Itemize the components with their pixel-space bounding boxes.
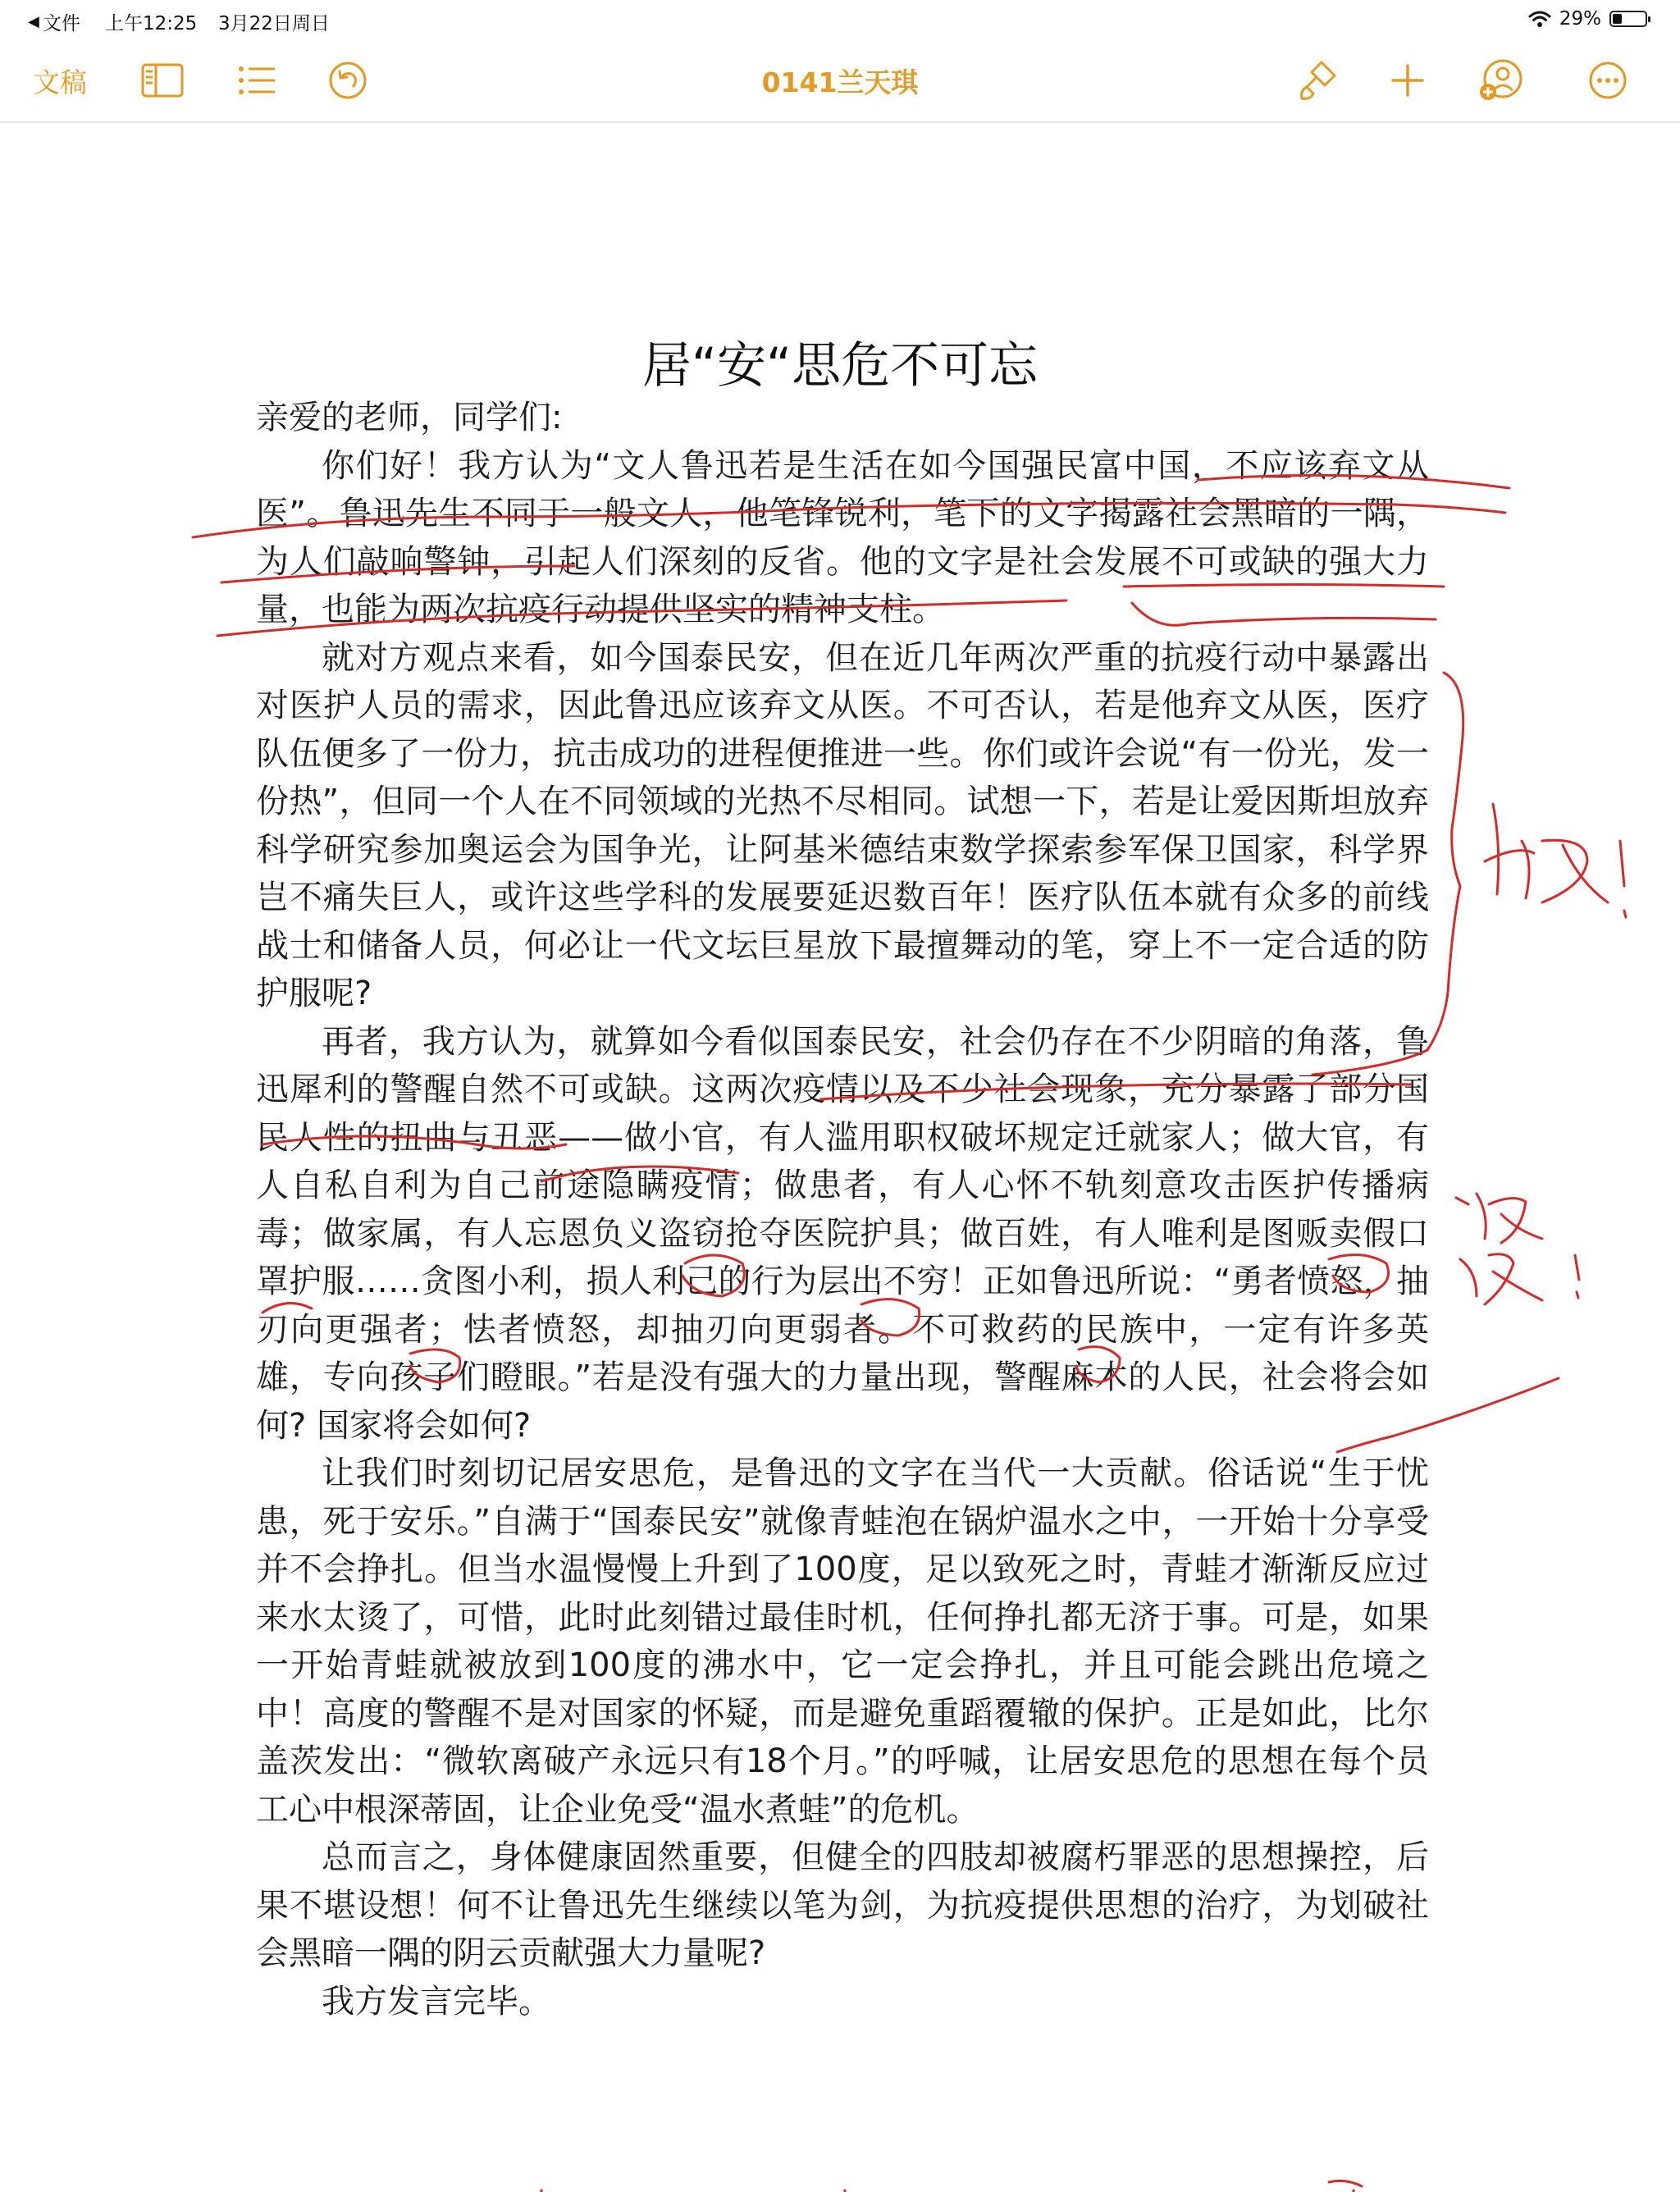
collaborate-icon bbox=[1478, 59, 1524, 102]
format-brush-icon bbox=[1297, 59, 1338, 102]
status-bar bbox=[0, 0, 1680, 39]
more-icon bbox=[1588, 61, 1628, 100]
undo-icon bbox=[328, 61, 368, 100]
add-icon bbox=[1391, 64, 1424, 97]
greeting-line[interactable]: 亲爱的老师，同学们: bbox=[256, 399, 563, 436]
collaborate-button[interactable] bbox=[1477, 57, 1526, 103]
document-title[interactable]: 0141兰天琪 bbox=[761, 66, 919, 98]
essay-body[interactable] bbox=[256, 394, 1429, 2025]
sidebar-icon bbox=[141, 62, 184, 98]
status-date: 3月22日周日 bbox=[218, 13, 330, 34]
essay-title[interactable]: 居“安“思危不可忘 bbox=[641, 337, 1039, 395]
paragraph[interactable]: 总而言之，身体健康固然重要，但健全的四肢却被腐朽罪恶的思想操控，后果不堪设想！何不让鲁迅先生继续以笔为剑，为抗疫提供思想的治疗，为划破社会黑暗一隅的阴云贡献强大力量呢? bbox=[256, 1838, 1429, 1972]
document-canvas[interactable] bbox=[0, 123, 1680, 2192]
paragraph[interactable]: 再者，我方认为，就算如今看似国泰民安，社会仍存在不少阴暗的角落，鲁迅犀利的警醒自然不可或缺。这两次疫情以及不少社会现象，充分暴露了部分国民人性的扭曲与丑恶——做小官，有人滥用职权破坏规定迁就家人；做大官，有人自私自利为自己前途隐瞒疫情；做患者，有人心怀不轨刻意攻击医护传播病毒；做家属，有人忘恩负义盗窃抢夺医院护具；做百姓，有人唯利是图贩卖假口罩护服……贪图小利，损人利己的行为层出不穷！正如鲁迅所说：“勇者愤怒，抽刃向更强者；怯者愤怒，却抽刃向更弱者。不可救药的民族中，一定有许多英雄，专向孩子们瞪眼。”若是没有强大的力量出现，警醒麻木的人民，社会将会如何? 国家将会如何? bbox=[256, 1022, 1429, 1445]
ink-score bbox=[1329, 2181, 1436, 2192]
status-right bbox=[1528, 8, 1647, 30]
status-time: 上午12:25 bbox=[105, 13, 198, 34]
back-to-files[interactable] bbox=[28, 8, 80, 35]
undo-button[interactable] bbox=[325, 57, 371, 103]
ink-remark-good bbox=[1485, 804, 1626, 917]
documents-button[interactable]: 文稿 bbox=[33, 66, 87, 98]
back-arrow-icon: ◀ bbox=[28, 13, 39, 30]
format-button[interactable] bbox=[1294, 57, 1340, 103]
toolbar bbox=[0, 39, 1680, 123]
paragraph[interactable]: 我方发言完毕。 bbox=[322, 1982, 551, 2021]
paragraph[interactable]: 你们好！我方认为“文人鲁迅若是生活在如今国强民富中国，不应该弃文从医”。鲁迅先生不同于一般文人，他笔锋锐利，笔下的文字揭露社会黑暗的一隅，为人们敲响警钟，引起人们深刻的反省。他的文字是社会发展不可或缺的强大力量，也能为两次抗疫行动提供坚实的精神支柱。 bbox=[256, 446, 1429, 628]
outline-list-icon bbox=[237, 64, 276, 97]
sidebar-button[interactable] bbox=[139, 57, 185, 103]
wifi-icon bbox=[1528, 10, 1551, 28]
add-button[interactable] bbox=[1385, 57, 1431, 103]
battery-icon bbox=[1609, 11, 1647, 27]
more-button[interactable] bbox=[1585, 57, 1631, 103]
battery-percent: 29% bbox=[1559, 8, 1601, 30]
ink-remark-change bbox=[1456, 1194, 1579, 1304]
paragraph[interactable]: 让我们时刻切记居安思危，是鲁迅的文字在当代一大贡献。俗话说“生于忧患，死于安乐。”自满于“国泰民安”就像青蛙泡在锅炉温水之中，一开始十分享受并不会挣扎。但当水温慢慢上升到了100度，足以致死之时，青蛙才渐渐反应过来水太烫了，可惜，此时此刻错过最佳时机，任何挣扎都无济于事。可是，如果一开始青蛙就被放到100度的沸水中，它一定会挣扎，并且可能会跳出危境之中！高度的警醒不是对国家的怀疑，而是避免重蹈覆辙的保护。正是如此，比尔盖茨发出：“微软离破产永远只有18个月。”的呼喊，让居安思危的思想在每个员工心中根深蒂固，让企业免受“温水煮蛙”的危机。 bbox=[256, 1454, 1429, 1829]
back-label: 文件 bbox=[42, 13, 80, 34]
paragraph[interactable]: 就对方观点来看，如今国泰民安，但在近几年两次严重的抗疫行动中暴露出对医护人员的需求，因此鲁迅应该弃文从医。不可否认，若是他弃文从医，医疗队伍便多了一份力，抗击成功的进程便推进一些。你们或许会说“有一份光，发一份热”，但同一个人在不同领域的光热不尽相同。试想一下，若是让爱因斯坦放弃科学研究参加奥运会为国争光，让阿基米德结束数学探索参军保卫国家，科学界岂不痛失巨人，或许这些学科的发展要延迟数百年！医疗队伍本就有众多的前线战士和储备人员，何必让一代文坛巨星放下最擅舞动的笔，穿上不一定合适的防护服呢? bbox=[256, 638, 1429, 1012]
battery-fill bbox=[1613, 14, 1622, 24]
outline-button[interactable] bbox=[234, 57, 280, 103]
